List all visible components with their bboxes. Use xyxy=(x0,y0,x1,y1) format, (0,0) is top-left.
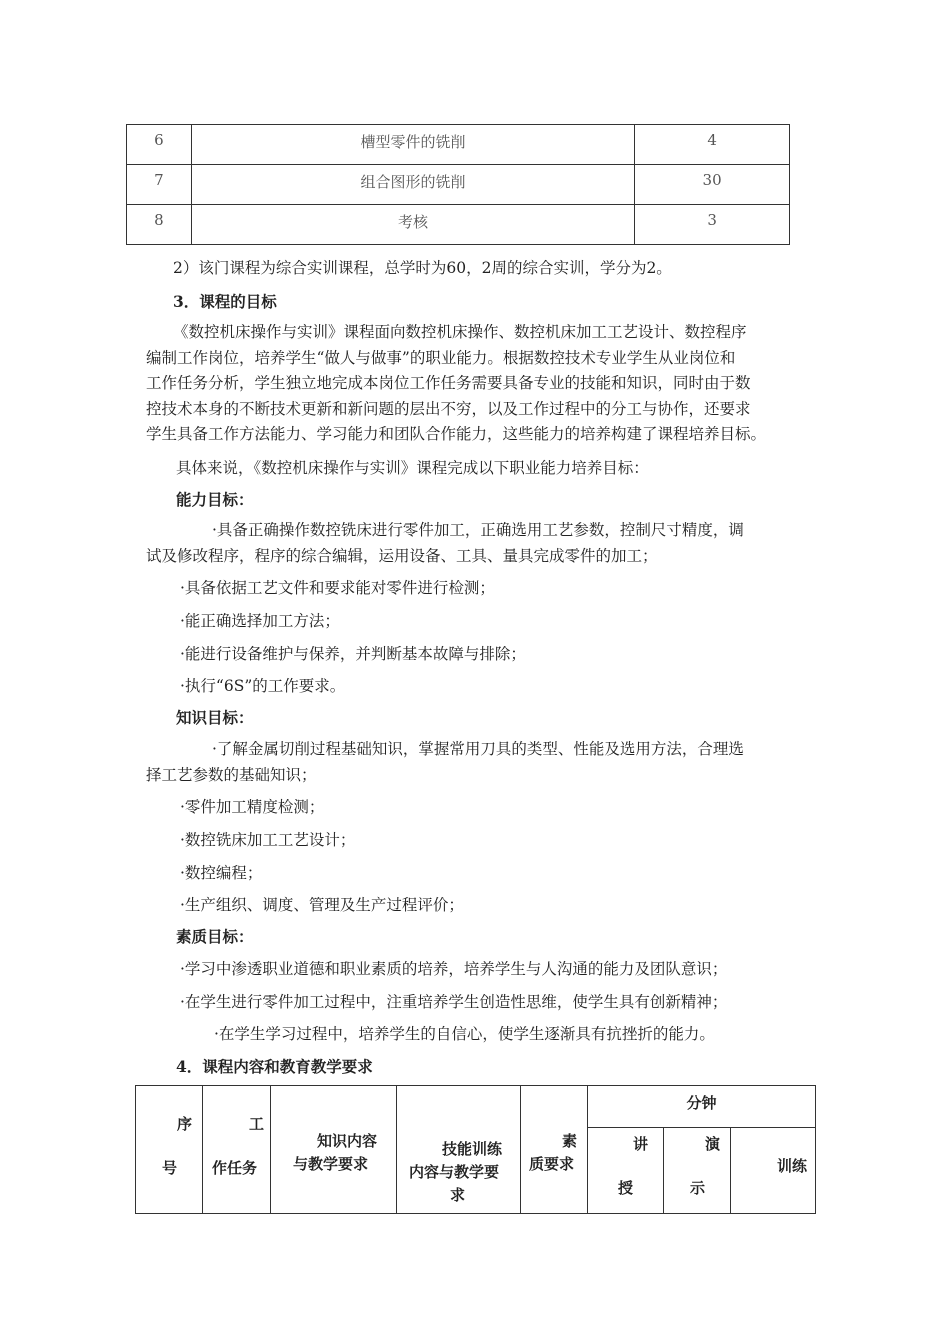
paragraph-line: 试及修改程序，程序的综合编辑，运用设备、工具、量具完成零件的加工； xyxy=(146,546,658,565)
header-text: 讲 xyxy=(633,1134,649,1153)
ability-heading: 能力目标： xyxy=(176,490,254,509)
header-task xyxy=(203,1086,271,1214)
paragraph-line: 学生具备工作方法能力、学习能力和团队合作能力，这些能力的培养构建了课程培养目标。 xyxy=(146,425,767,444)
paragraph-line: 择工艺参数的基础知识； xyxy=(146,765,317,784)
header-text: 演 xyxy=(705,1134,721,1153)
header-training xyxy=(731,1128,816,1214)
list-item: ·具备依据工艺文件和要求能对零件进行检测； xyxy=(180,579,495,597)
list-item: ·执行“6S”的工作要求。 xyxy=(180,677,346,695)
header-number xyxy=(136,1086,203,1214)
course-content-table xyxy=(135,1085,816,1214)
schedule-table xyxy=(126,124,790,245)
header-minutes: 分钟 xyxy=(588,1086,816,1128)
task-name: 考核 xyxy=(191,205,634,245)
header-text: 素 xyxy=(562,1131,578,1150)
header-text: 授 xyxy=(618,1178,634,1197)
section-4-heading: 4．课程内容和教育教学要求 xyxy=(176,1057,373,1076)
objective-paragraph xyxy=(146,320,808,448)
paragraph-line: 编制工作岗位，培养学生“做人与做事”的职业能力。根据数控技术专业学生从业岗位和 xyxy=(146,348,736,367)
header-text: 技能训练 xyxy=(442,1139,503,1158)
hours-value: 3 xyxy=(635,205,790,245)
header-demo xyxy=(664,1128,731,1214)
paragraph-line: 《数控机床操作与实训》课程面向数控机床操作、数控机床加工工艺设计、数控程序 xyxy=(173,323,747,341)
list-item: ·能进行设备维护与保养，并判断基本故障与排除； xyxy=(180,645,526,663)
ability-first-item xyxy=(146,518,808,569)
header-text: 序 xyxy=(177,1114,193,1133)
list-item: ·能正确选择加工方法； xyxy=(180,612,340,630)
header-text: 知识内容 xyxy=(317,1131,378,1150)
course-note: 2）该门课程为综合实训课程，总学时为60，2周的综合实训，学分为2。 xyxy=(173,259,672,277)
hours-value: 4 xyxy=(635,125,790,165)
row-number: 7 xyxy=(127,165,192,205)
header-text: 号 xyxy=(162,1158,178,1177)
table-row xyxy=(127,165,790,205)
header-text: 工 xyxy=(248,1114,264,1133)
header-text: 内容与教学要 xyxy=(409,1162,500,1181)
quality-heading: 素质目标： xyxy=(176,927,254,946)
list-item: ·数控编程； xyxy=(180,864,263,882)
header-text: 作任务 xyxy=(212,1158,258,1177)
row-number: 6 xyxy=(127,125,192,165)
paragraph-line: ·了解金属切削过程基础知识，掌握常用刀具的类型、性能及选用方法，合理选 xyxy=(212,740,744,758)
task-name: 槽型零件的铣削 xyxy=(191,125,634,165)
list-item: ·学习中渗透职业道德和职业素质的培养，培养学生与人沟通的能力及团队意识； xyxy=(180,960,728,978)
section-3-heading: 3．课程的目标 xyxy=(173,292,277,311)
header-quality xyxy=(521,1086,588,1214)
task-name: 组合图形的铣削 xyxy=(191,165,634,205)
paragraph-line: ·具备正确操作数控铣床进行零件加工，正确选用工艺参数，控制尺寸精度，调 xyxy=(212,521,744,539)
paragraph-line: 工作任务分析，学生独立地完成本岗位工作任务需要具备专业的技能和知识，同时由于数 xyxy=(146,374,751,393)
list-item: ·在学生进行零件加工过程中，注重培养学生创造性思维，使学生具有创新精神； xyxy=(180,993,728,1011)
header-text: 与教学要求 xyxy=(293,1154,369,1173)
row-number: 8 xyxy=(127,205,192,245)
list-item: ·数控铣床加工工艺设计； xyxy=(180,831,356,849)
table-row xyxy=(127,205,790,245)
paragraph-line: 控技术本身的不断技术更新和新问题的层出不穷，以及工作过程中的分工与协作，还要求 xyxy=(146,399,751,418)
header-text: 质要求 xyxy=(529,1154,575,1173)
header-text: 示 xyxy=(690,1178,706,1197)
list-item: ·在学生学习过程中，培养学生的自信心，使学生逐渐具有抗挫折的能力。 xyxy=(214,1025,715,1043)
table-row xyxy=(127,125,790,165)
hours-value: 30 xyxy=(635,165,790,205)
list-item: ·零件加工精度检测； xyxy=(180,798,325,816)
header-knowledge xyxy=(271,1086,397,1214)
objective-intro: 具体来说，《数控机床操作与实训》课程完成以下职业能力培养目标： xyxy=(176,459,649,477)
list-item: ·生产组织、调度、管理及生产过程评价； xyxy=(180,896,464,914)
header-skill xyxy=(397,1086,521,1214)
knowledge-first-item xyxy=(146,737,808,788)
header-lecture xyxy=(588,1128,664,1214)
header-text: 求 xyxy=(450,1185,466,1204)
header-text: 训练 xyxy=(776,1156,807,1175)
knowledge-heading: 知识目标： xyxy=(176,708,254,727)
